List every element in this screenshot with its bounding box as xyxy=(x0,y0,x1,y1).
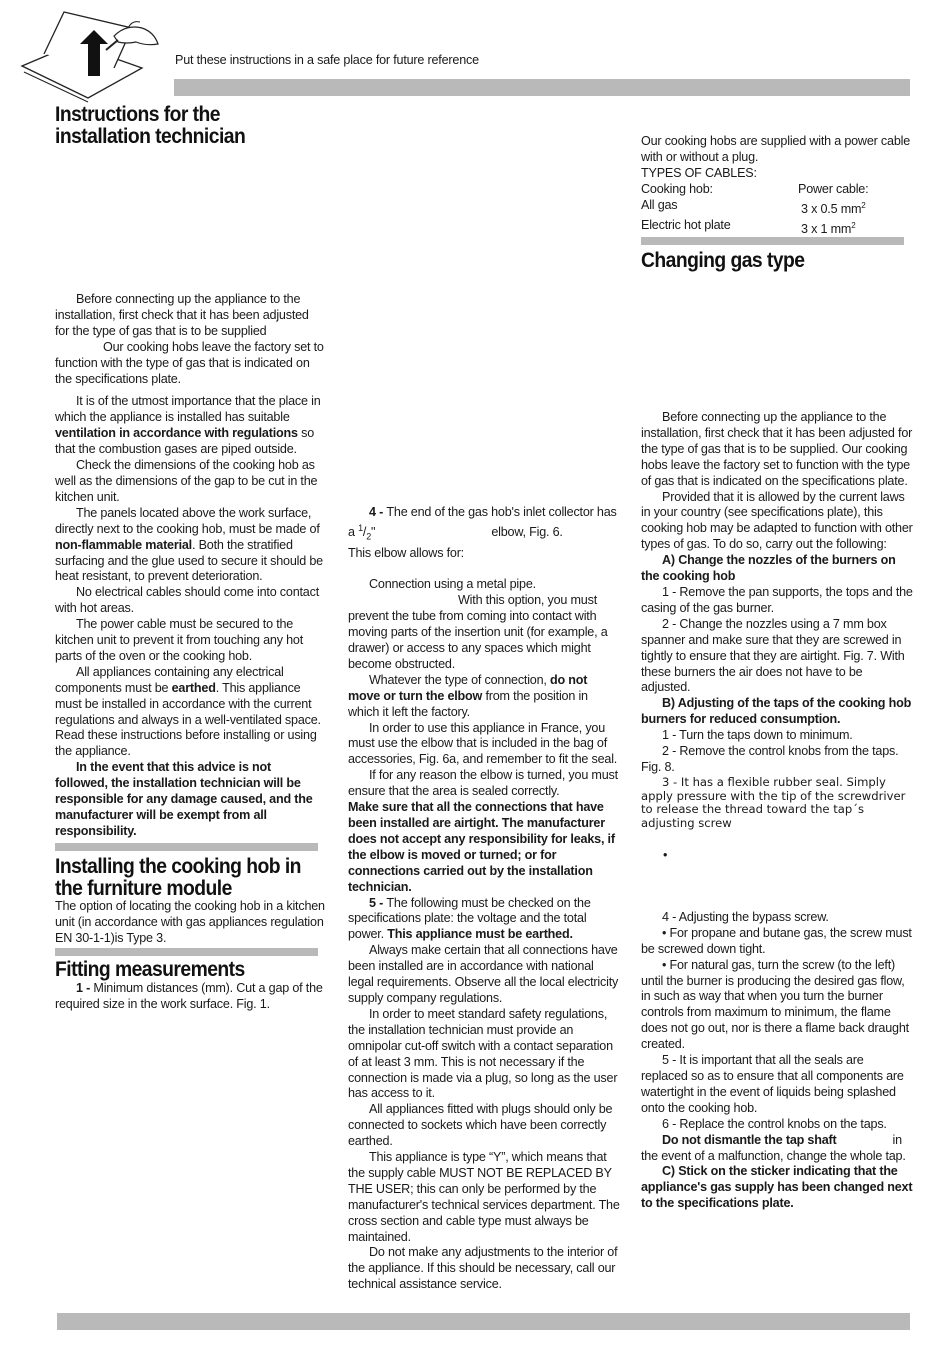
paragraph xyxy=(641,1133,913,1165)
paragraph: Provided that it is allowed by the current laws in your country (see specifications plate), this cooking hob may be adapted to function with other types of gas. To do so, carry out the following: xyxy=(641,489,913,552)
fraction-denominator: 2 xyxy=(366,531,372,542)
column-1-body xyxy=(55,292,325,840)
paragraph-warning: In the event that this advice is not followed, the installation technician will be responsible for any damage caused, and the manufacturer will be exempt from all responsibility. xyxy=(55,760,313,838)
paragraph: Connection using a metal pipe. xyxy=(369,577,536,592)
table-cell xyxy=(798,198,868,218)
text-bold: This appliance must be earthed. xyxy=(387,927,573,942)
table-row xyxy=(641,218,868,238)
text-bold: earthed xyxy=(171,680,216,695)
column-2-body xyxy=(348,505,620,1293)
paragraph: 4 - The end of the gas hob's inlet collector has a $^1/_2$" elbow, Fig. 6. xyxy=(348,505,617,542)
footer-divider xyxy=(57,1313,910,1330)
section-divider xyxy=(641,237,904,245)
text: from the position in which it left the factory. xyxy=(348,688,588,719)
text: Minimum distances (mm). Cut a gap of the required size in the work surface. Fig. 1. xyxy=(55,981,323,1011)
heading-installation-technician: Instructions for the installation technician xyxy=(55,103,246,148)
paragraph: 4 - Adjusting the bypass screw. xyxy=(662,909,829,924)
table-header-cell: Power cable: xyxy=(798,181,869,196)
paragraph: The option of locating the cooking hob in a kitchen unit (in accordance with gas appliances regulation EN 30-1-1)is Type 3. xyxy=(55,899,325,945)
paragraph: This elbow allows for: xyxy=(348,545,464,560)
text: All appliances containing any electrical components must be xyxy=(55,664,284,695)
subheading-c: C) Stick on the sticker indicating that the appliance's gas supply has been changed next to the specifications plate. xyxy=(641,1164,913,1211)
text: The end of the gas hob's inlet collector has a xyxy=(348,505,617,540)
paragraph: 3 - It has a flexible rubber seal. Simply apply pressure with the tip of the screwdriver to release the thread toward the tap´s adjusting screw xyxy=(641,774,906,831)
table-cell: All gas xyxy=(641,197,678,212)
section-divider xyxy=(55,948,318,956)
paragraph: 6 - Replace the control knobs on the taps. xyxy=(662,1116,887,1131)
table-header-row xyxy=(641,182,868,198)
table-row xyxy=(641,198,868,218)
paragraph xyxy=(348,673,620,721)
heading-fitting-measurements: Fitting measurements xyxy=(55,958,245,981)
paragraph: • For propane and butane gas, the screw must be screwed down tight. xyxy=(641,925,912,956)
section-divider xyxy=(55,843,318,851)
text: " xyxy=(371,525,376,540)
superscript: 2 xyxy=(851,220,856,230)
paragraph: Do not make any adjustments to the interior of the appliance. If this should be necessary, call our technical assistance service. xyxy=(348,1245,618,1292)
text: elbow, Fig. 6. xyxy=(491,525,563,540)
text: . This appliance must be installed in accordance with the current regulations and always in a well-ventilated space. Read these instructions before installing or using the appliance. xyxy=(55,680,321,759)
text-bold: Do not dismantle the tap shaft xyxy=(662,1132,837,1147)
text: It is of the utmost importance that the place in which the appliance is installed has suitable xyxy=(55,394,321,425)
paragraph: Check the dimensions of the cooking hob as well as the dimensions of the gap to be cut in the kitchen unit. xyxy=(55,458,318,504)
paragraph: 1 - Remove the pan supports, the tops and the casing of the gas burner. xyxy=(641,584,913,615)
paragraph xyxy=(55,506,325,586)
text-bold: do not move or turn the elbow xyxy=(348,672,588,703)
paragraph xyxy=(348,896,620,944)
paragraph xyxy=(55,340,325,388)
text: so that the combustion gases are piped outside. xyxy=(55,426,315,457)
paragraph: The power cable must be secured to the kitchen unit to prevent it from touching any hot parts of the oven or the cooking hob. xyxy=(55,617,304,663)
text-bold: 4 - xyxy=(369,505,387,519)
table-cell: Electric hot plate xyxy=(641,217,731,232)
column-3-body xyxy=(641,410,913,1212)
text: The panels located above the work surface, directly next to the cooking hob, must be made of xyxy=(55,505,320,536)
header-note: Put these instructions in a safe place for future reference xyxy=(175,53,479,67)
paragraph xyxy=(348,593,620,673)
table-header-cell: Cooking hob: xyxy=(641,181,713,196)
text xyxy=(55,981,325,1013)
paragraph: 2 - Remove the control knobs from the taps. Fig. 8. xyxy=(641,744,899,774)
heading-changing-gas-type: Changing gas type xyxy=(641,249,805,272)
fraction-numerator: 1 xyxy=(358,522,363,533)
cable-info xyxy=(641,134,911,238)
paragraph: All appliances fitted with plugs should only be connected to sockets which have been correctly earthed. xyxy=(348,1102,613,1149)
paragraph xyxy=(55,394,325,458)
paragraph: No electrical cables should come into contact with hot areas. xyxy=(55,585,320,616)
paragraph: In order to use this appliance in France, you must use the elbow that is included in the bag of accessories, Fig. 6a, and remember to fit the seal. xyxy=(348,720,618,767)
paragraph: Always make certain that all connections have been installed are in accordance with national legal requirements. Observe all the local electricity supply company regulations. xyxy=(348,943,619,1005)
paragraph: 5 - It is important that all the seals are replaced so as to ensure that all components are watertight in the event of liquids being splashed onto the cooking hob. xyxy=(641,1053,904,1115)
superscript: 2 xyxy=(861,200,866,210)
text: the event of a malfunction, change the whole tap. xyxy=(641,1148,906,1163)
text-bold: ventilation in accordance with regulations xyxy=(55,426,298,441)
text: 3 x 1 mm xyxy=(801,221,852,236)
subheading-b: B) Adjusting of the taps of the cooking hob burners for reduced consumption. xyxy=(641,696,912,727)
text: Whatever the type of connection, xyxy=(369,672,551,687)
text-bold: 1 - xyxy=(76,981,94,995)
paragraph: • For natural gas, turn the screw (to the left) until the burner is producing the desired gas flow, in such as way that when you turn the burner controls from maximum to minimum, the flame does not go out, nor is there a flame back draught created. xyxy=(641,957,909,1052)
table-cell xyxy=(798,218,868,238)
paragraph xyxy=(55,981,325,1013)
paragraph-warning: Make sure that all the connections that have been installed are airtight. The manufacturer does not accept any responsibility for leaks, if the elbow is moved or turned; or for connections carried out by the installation technician. xyxy=(348,800,615,894)
text: The following must be checked on the specifications plate: the voltage and the total power. xyxy=(348,895,591,942)
paragraph: 1 - Turn the taps down to minimum. xyxy=(662,728,853,743)
paragraph xyxy=(55,665,325,760)
paragraph: Our cooking hobs are supplied with a power cable with or without a plug. xyxy=(641,134,911,164)
paragraph: 2 - Change the nozzles using a 7 mm box spanner and make sure that they are screwed in tightly to ensure that they are airtight. Fig. 7. With these burners the air does not have to be adjusted. xyxy=(641,616,905,695)
hand-writing-icon xyxy=(14,6,164,104)
text-bold: non-flammable material xyxy=(55,537,192,552)
text-bold: 5 - xyxy=(369,895,387,910)
text: Our cooking hobs leave the factory set to function with the type of gas that is indicated on the specifications plate. xyxy=(55,339,324,386)
heading-installing-cooking-hob: Installing the cooking hob in the furniture module xyxy=(55,855,301,900)
types-label: TYPES OF CABLES: xyxy=(641,165,757,180)
bullet: • xyxy=(663,848,668,863)
subheading-a: A) Change the nozzles of the burners on the cooking hob xyxy=(641,553,896,584)
cable-table xyxy=(641,182,868,238)
paragraph: If for any reason the elbow is turned, you must ensure that the area is sealed correctly. xyxy=(348,768,618,799)
paragraph: This appliance is type “Y”, which means that the supply cable MUST NOT BE REPLACED BY THE USER; this can only be performed by the manufacturer's technical services department. The cross section and cable type must always be maintained. xyxy=(348,1150,620,1244)
text: 3 x 0.5 mm xyxy=(801,201,862,216)
text: With this option, you must prevent the tube from coming into contact with moving parts of the insertion unit (for example, a drawer) or access to any spaces which might become obstructed. xyxy=(348,593,608,671)
paragraph: In order to meet standard safety regulations, the installation technician must provide an omnipolar cut-off switch with a contact separation of at least 3 mm. This is not necessary if the connection is made via a plug, so long as the user has access to it. xyxy=(348,1006,618,1101)
paragraph: Before connecting up the appliance to the installation, first check that it has been adjusted for the type of gas that is to be supplied. Our cooking hobs leave the factory set to function with the type of gas that is indicated on the specifications plate. xyxy=(641,410,913,488)
paragraph: Before connecting up the appliance to the installation, first check that it has been adjusted for the type of gas that is to be supplied xyxy=(55,292,309,338)
header-divider xyxy=(174,79,910,96)
text: in xyxy=(892,1132,902,1147)
text: . Both the stratified surfacing and the glue used to secure it should be heat resistant, to prevent deterioration. xyxy=(55,537,323,584)
